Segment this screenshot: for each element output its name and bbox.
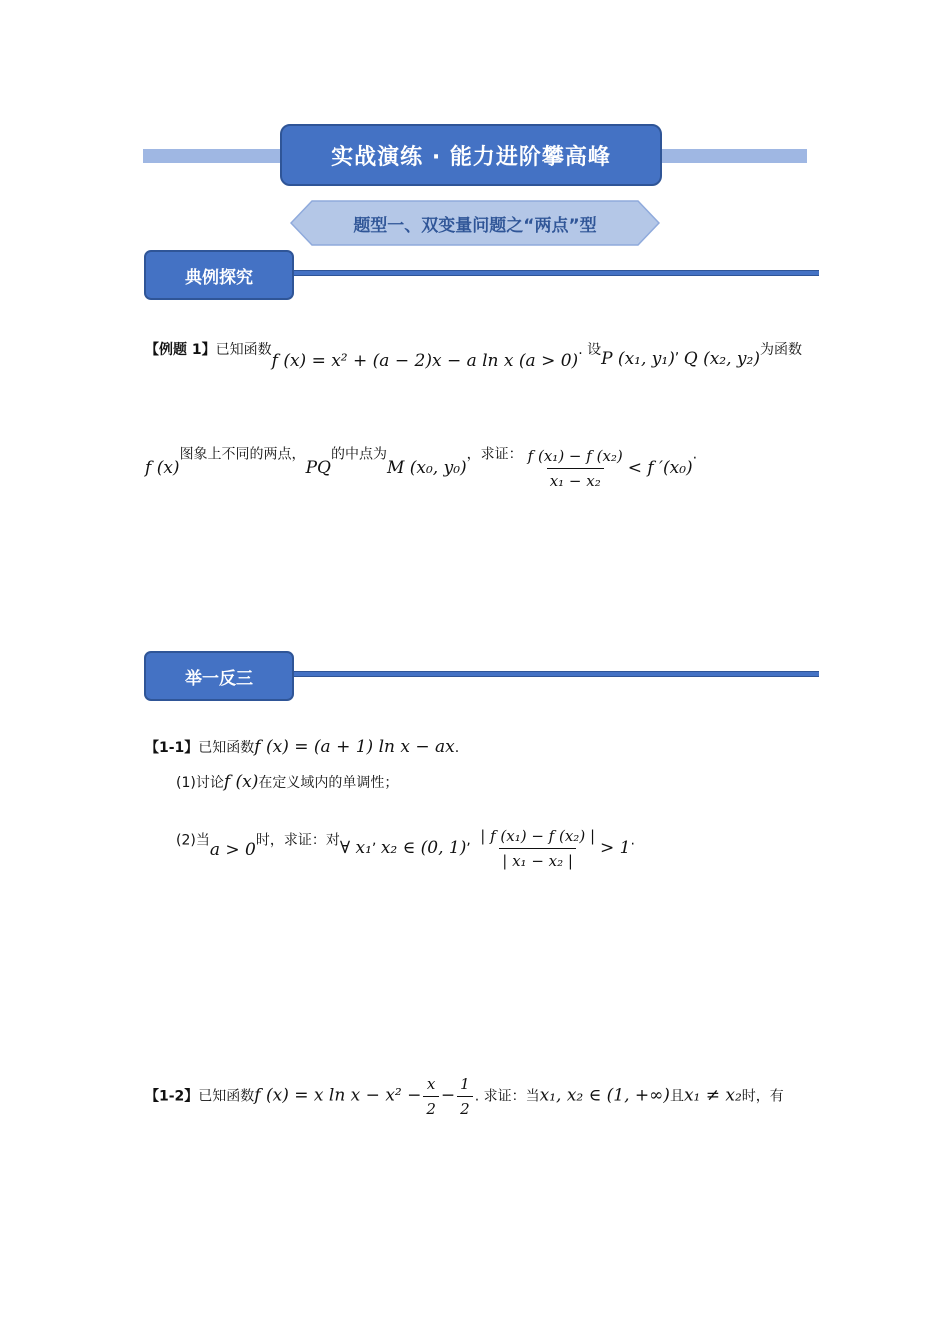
problem12-text: 时，有 bbox=[741, 1088, 784, 1105]
problem11-tag: 【1-1】 bbox=[145, 740, 199, 756]
example1-text: 图象上不同的两点， bbox=[179, 446, 306, 463]
example1-point-p: P (x₁, y₁) bbox=[601, 349, 675, 369]
problem12-text: 且 bbox=[669, 1088, 684, 1105]
problem12-line1 bbox=[145, 1074, 784, 1119]
example1-line2 bbox=[145, 432, 698, 490]
example1-tag: 【例题 1】 bbox=[145, 342, 216, 358]
section-heading-example: 典例探究 bbox=[144, 250, 294, 300]
problem11-text: . bbox=[454, 740, 460, 756]
section-rule-practice bbox=[294, 671, 819, 677]
q2-text: , bbox=[466, 832, 476, 849]
problem12-minus: − bbox=[440, 1085, 456, 1106]
example1-text: . bbox=[692, 446, 698, 463]
fraction-numerator: | f (x₁) − f (x₂) | bbox=[480, 827, 595, 845]
section-rule-example bbox=[294, 270, 819, 276]
section-heading-practice: 举一反三 bbox=[144, 651, 294, 701]
example1-fx: f (x) bbox=[145, 457, 180, 478]
q2-forall: ∀ x₁ bbox=[339, 837, 372, 858]
q2-inequality: > 1 bbox=[600, 837, 631, 858]
q2-condition: a > 0 bbox=[209, 839, 256, 860]
q2-label: (2)当 bbox=[176, 832, 210, 849]
problem12-function: f (x) = x ln x − x² − bbox=[254, 1085, 422, 1106]
fraction-denominator: 2 bbox=[457, 1096, 473, 1119]
subtitle-text: 题型一、双变量问题之“两点”型 bbox=[353, 215, 597, 236]
problem11-function: f (x) = (a + 1) ln x − ax bbox=[254, 737, 455, 757]
problem11-q2 bbox=[176, 818, 635, 870]
q2-text: 时，求证：对 bbox=[255, 832, 340, 849]
fraction-denominator: | x₁ − x₂ | bbox=[499, 848, 576, 871]
example1-text: 已知函数 bbox=[215, 342, 272, 358]
fraction-numerator: 1 bbox=[460, 1075, 470, 1093]
example1-text: ，求证： bbox=[466, 446, 523, 463]
page-title: 实战演练 · 能力进阶攀高峰 bbox=[280, 124, 662, 186]
fraction-denominator: x₁ − x₂ bbox=[547, 468, 604, 491]
problem12-fraction-half bbox=[457, 1074, 473, 1119]
example1-text: 为函数 bbox=[759, 342, 802, 358]
example1-text: , bbox=[674, 342, 684, 358]
problem12-fraction-x2 bbox=[423, 1074, 439, 1119]
problem11-text: 已知函数 bbox=[198, 740, 255, 756]
q2-text: . bbox=[630, 832, 635, 849]
example1-fraction bbox=[525, 446, 626, 491]
fraction-numerator: x bbox=[426, 1075, 436, 1093]
example1-text: 的中点为 bbox=[330, 446, 387, 463]
example1-text: . 设 bbox=[578, 342, 602, 358]
fraction-numerator: f (x₁) − f (x₂) bbox=[527, 447, 623, 465]
subtitle-banner bbox=[290, 200, 660, 246]
problem12-text: 已知函数 bbox=[198, 1088, 255, 1105]
q1-text: 在定义域内的单调性； bbox=[258, 775, 399, 791]
example1-function: f (x) = x² + (a − 2)x − a ln x (a > 0) bbox=[271, 351, 579, 371]
example1-pq: PQ bbox=[305, 457, 331, 478]
example1-line1 bbox=[145, 338, 802, 371]
q2-text: , bbox=[371, 832, 381, 849]
q2-interval: x₂ ∈ (0, 1) bbox=[380, 837, 467, 858]
problem12-domain: x₁, x₂ ∈ (1, +∞) bbox=[539, 1085, 670, 1106]
q1-fx: f (x) bbox=[223, 772, 259, 792]
problem12-neq: x₁ ≠ x₂ bbox=[683, 1085, 742, 1106]
problem12-text: . 求证：当 bbox=[474, 1088, 540, 1105]
q1-label: (1)讨论 bbox=[176, 775, 224, 791]
example1-midpoint: M (x₀, y₀) bbox=[386, 457, 467, 478]
fraction-denominator: 2 bbox=[423, 1096, 439, 1119]
problem11-line1 bbox=[145, 736, 459, 759]
problem11-q1 bbox=[176, 771, 398, 794]
problem12-tag: 【1-2】 bbox=[145, 1088, 199, 1105]
example1-derivative: < f ′(x₀) bbox=[627, 457, 693, 478]
q2-fraction bbox=[477, 826, 598, 871]
example1-point-q: Q (x₂, y₂) bbox=[683, 349, 760, 369]
